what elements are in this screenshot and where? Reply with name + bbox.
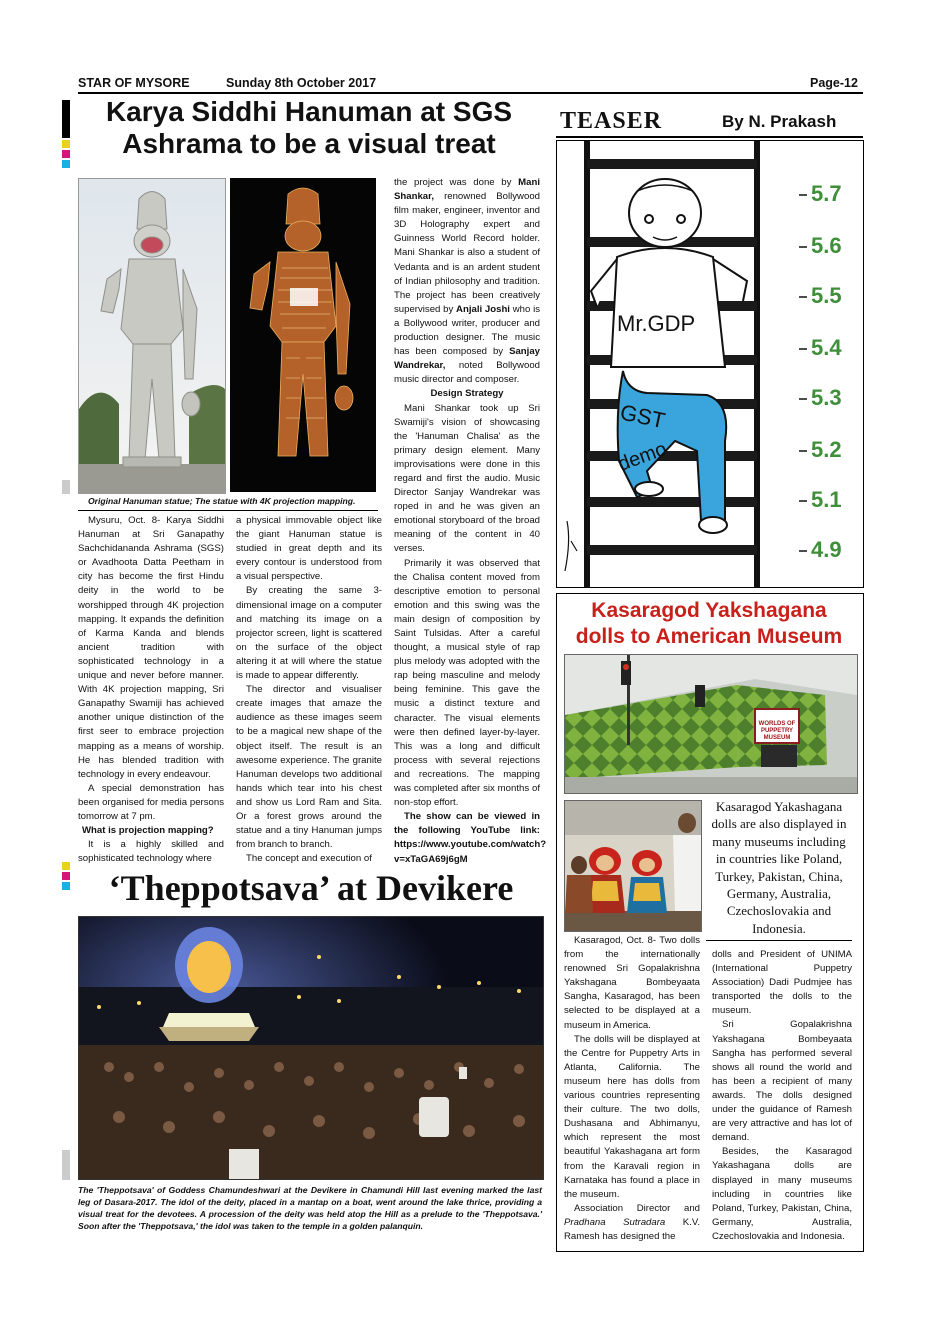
rung-label-7: 5.1 bbox=[811, 487, 842, 512]
yakshagana-column-2 bbox=[712, 948, 852, 1244]
photo-original-hanuman-statue bbox=[78, 178, 226, 494]
rung-label-5: 5.3 bbox=[811, 385, 842, 410]
masthead-paper-name: STAR OF MYSORE bbox=[78, 76, 190, 90]
hanuman-headline-line1: Karya Siddhi Hanuman at SGS bbox=[105, 96, 513, 127]
theppotsava-headline: ‘Theppotsava’ at Devikere bbox=[108, 868, 514, 908]
hanuman-column-2 bbox=[236, 514, 382, 866]
masthead-date: Sunday 8th October 2017 bbox=[226, 76, 377, 90]
cartoon-shirt-label: Mr.GDP bbox=[617, 311, 696, 336]
cartoon-leg-label-gst: GST bbox=[617, 399, 668, 434]
hanuman-youtube-link[interactable]: The show can be viewed in the following YouTube link: https://www.youtube.com/watch?v=xTaGA69j6gM bbox=[394, 811, 547, 865]
hanuman-subhead-projection-mapping: What is projection mapping? bbox=[82, 825, 214, 837]
yakshagana-headline-line1: Kasaragod Yakshagana bbox=[591, 599, 827, 622]
photo-theppotsava-devikere bbox=[78, 916, 544, 1180]
hanuman-col2-p4: The concept and execution of bbox=[246, 853, 372, 865]
hanuman-photo-caption: Original Hanuman statue; The statue with 4K projection mapping. bbox=[88, 496, 356, 506]
teaser-byline: By N. Prakash bbox=[722, 112, 837, 131]
hanuman-headline bbox=[74, 96, 544, 160]
yakshagana-col2-p3: Besides, the Kasaragod Yakashagana dolls are displayed in many museums including in countries like Poland, Turkey, Pakistan, China, Germany, Australia, Czechoslovakia and Indonesia. bbox=[712, 1146, 852, 1242]
yakshagana-headline-line2: dolls to American Museum bbox=[575, 625, 843, 648]
hanuman-col1-p1: Mysuru, Oct. 8- Karya Siddhi Hanuman at Sri Ganapathy Sachchidananda Ashrama (SGS) or Avadhoota Datta Peetham in city has become the first Hindu deity in the world to be worshipped through 4K projection mapping. It expands the definition of Karma Kanda and blends ancient tradition with sophisticated technology in a unique and never before manner. With 4K projection mapping, Sri Ganapathy Swamiji has achieved another unique distinction of the first seer to embrace projection mapping as a means of worship. He has blended tradition with technology in every endeavour. bbox=[78, 515, 224, 780]
hanuman-column-3 bbox=[394, 176, 547, 867]
hanuman-col3-p2: Mani Shankar took up Sri Swamiji's vision of showcasing the 'Hanuman Chalisa' as the primary design element. Many improvisations were done in this regard and first the audio. Music Director Sanjay Wandrekar was roped in and he was given an emotional storyboard of the broad meaning of the content in 40 verses. bbox=[394, 402, 540, 555]
yakshagana-pullquote: Kasaragod Yakashagana dolls are also displayed in many museums including in countries like Poland, Turkey, Pakistan, China, Germany, Australia, Czechoslovakia and Indonesia. bbox=[706, 798, 852, 941]
yakshagana-col2-p1: dolls and President of UNIMA (International Puppetry Association) Dadi Pudmjee has transported the dolls to the museum. bbox=[712, 949, 852, 1017]
hanuman-col1-p3: It is a highly skilled and sophisticated technology where bbox=[78, 839, 224, 865]
hanuman-headline-line2: Ashrama to be a visual treat bbox=[122, 128, 496, 160]
hanuman-subhead-design-strategy: Design Strategy bbox=[430, 388, 504, 400]
hanuman-col1-p2: A special demonstration has been organised for media persons tomorrow at 7 pm. bbox=[78, 782, 224, 822]
teaser-title: TEASER bbox=[560, 108, 663, 134]
hanuman-col2-p2: By creating the same 3-dimensional image on a computer and matching its image on a projector screen, light is scattered on the surface of the object altering it at will where the statue is made to appear differently. bbox=[236, 585, 382, 682]
hanuman-col3-p1: the project was done by Mani Shankar, renowned Bollywood film maker, engineer, inventor and 3D Holography expert and Guinness World Record holder. Mani Shankar is also a student of Vedanta and is an ardent student of Indian philosophy and tradition. The project has been creatively supervised by Anjali Joshi who is a Bollywood writer, producer and production designer. The music has been composed by Sanjay Wandrekar, noted Bollywood music director and composer. bbox=[394, 177, 541, 386]
masthead-rule bbox=[78, 92, 863, 94]
photo-projection-mapped-statue bbox=[230, 178, 376, 492]
rung-label-2: 5.6 bbox=[811, 233, 842, 258]
rung-label-8: 4.9 bbox=[811, 537, 842, 562]
yakshagana-col2-p2: Sri Gopalakrishna Yakshagana Bombeyaata Sangha has performed several shows all round the world and has been a recipient of many awards. The dolls designed under the guidance of Ramesh are very attractive and has lot of demand. bbox=[712, 1019, 852, 1144]
masthead-page-number: Page-12 bbox=[810, 76, 858, 90]
yakshagana-col1-p3: Association Director and Pradhana Sutradara K.V. Ramesh has designed the bbox=[564, 1202, 700, 1242]
yakshagana-col1-p1: Kasaragod, Oct. 8- Two dolls from the internationally renowned Sri Gopalakrishna Yakshagana Bombeyaata Sangha, Kasaragod, has been selected to be displayed at a museum in America. bbox=[564, 935, 700, 1031]
caption-rule bbox=[78, 510, 378, 511]
rung-label-6: 5.2 bbox=[811, 437, 842, 462]
theppotsava-caption: The 'Theppotsava' of Goddess Chamundeshwari at the Devikere in Chamundi Hill last evening marked the last leg of Dasara-2017. The idol of the deity, placed in a mantap on a boat, went around the lake thrice, providing a visual treat for the devotees. A procession of the deity was held atop the Hill as a prelude to the 'Theppotsava.' Soon after the 'Theppotsava,' the idol was taken to the temple in a golden palanquin. bbox=[78, 1185, 542, 1231]
hanuman-col2-p3: The director and visualiser create images that amaze the audience as these images seem to be a magical new shape of the object itself. The result is an awesome experience. The granite Hanuman develops two additional hands which tear into his chest and show us Lord Ram and Sita. Or a forest grows around the statue and a tiny Hanuman jumps from branch to branch. bbox=[236, 684, 382, 851]
hanuman-column-1 bbox=[78, 514, 224, 866]
yakshagana-col1-p2: The dolls will be displayed at the Centre for Puppetry Arts in Atlanta, California. The museum here has dolls from various countries representing their culture. The two dolls, Dushasana and Abhimanyu, which represent the most beautiful Yakashagana art form from the Karavali region in Karnataka has found a place in the museum. bbox=[564, 1033, 700, 1200]
museum-sign-text: WORLDS OF PUPPETRY MUSEUM bbox=[758, 721, 796, 741]
cartoon-leg-label-demo: demo bbox=[615, 437, 670, 476]
photo-yakshagana-dolls bbox=[564, 800, 702, 932]
rung-label-3: 5.5 bbox=[811, 283, 842, 308]
teaser-cartoon bbox=[556, 140, 864, 588]
yakshagana-headline bbox=[556, 598, 862, 650]
teaser-rule bbox=[556, 136, 863, 138]
hanuman-col3-p3: Primarily it was observed that the Chalisa content moved from descriptive emotion to personal emotion and this swing was the main design of composition by Saint Tulsidas. After a careful thought, a musical style of rap plus melody was adopted with the rap being masculine and melody being feminine. This gave the music a distinct texture and character. The visual elements were then defined layer-by-layer. This was a long and difficult process with several rejections and recreations. The mapping was completed after six months of non-stop effort. bbox=[394, 557, 540, 809]
rung-label-4: 5.4 bbox=[811, 335, 842, 360]
photo-puppetry-museum bbox=[564, 654, 858, 794]
yakshagana-column-1 bbox=[564, 934, 700, 1244]
hanuman-col2-p1: a physical immovable object like the giant Hanuman statue is studied in great depth and its every contour is understood from a visual perspective. bbox=[236, 515, 382, 583]
rung-label-1: 5.7 bbox=[811, 181, 842, 206]
